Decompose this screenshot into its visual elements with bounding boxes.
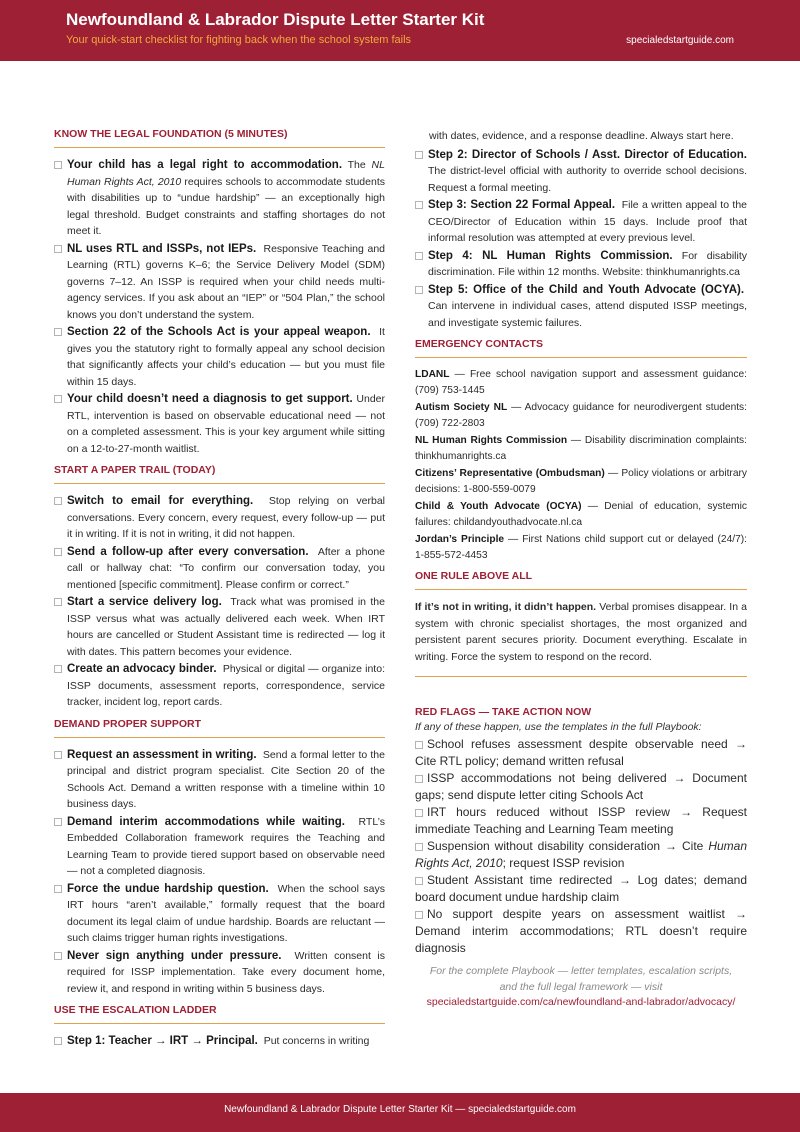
playbook-callout-text: For the complete Playbook — letter templates, escalation scripts, and the full legal framework — visit <box>429 965 733 993</box>
item-body: Can intervene in individual cases, attend disputed ISSP meetings, and investigate systemic failures. <box>428 300 747 329</box>
playbook-callout <box>415 964 747 1011</box>
red-flag-citation: Human Rights Act, 2010 <box>415 839 747 870</box>
checklist-item <box>415 147 747 197</box>
checkbox[interactable] <box>54 665 62 673</box>
contact-detail: — Free school navigation support and assessment guidance: (709) 753-1445 <box>415 369 747 396</box>
one-rule-text <box>415 599 747 677</box>
item-text <box>67 324 385 390</box>
checkbox[interactable] <box>415 843 423 851</box>
item-title: Your child has a legal right to accommodation. <box>67 159 343 171</box>
contact-detail: — Policy violations or arbitrary decisions: 1-800-559-0079 <box>415 468 747 495</box>
right-column <box>415 128 747 1011</box>
red-flag-text: Suspension without disability consideration → Cite <box>427 839 709 853</box>
checkbox[interactable] <box>415 877 423 885</box>
item-title: Step 2: Director of Schools / Asst. Director of Education. <box>428 148 747 161</box>
contact-name: LDANL <box>415 369 450 380</box>
section-heading-paper-trail: START A PAPER TRAIL (TODAY) <box>54 464 385 484</box>
checklist-item <box>54 493 385 543</box>
item-text <box>67 1033 385 1050</box>
item-body: It gives you the statutory right to formally appeal any school decision that significantly affects your child’s education — but you must file within 15 days. <box>67 326 385 388</box>
contact-name: NL Human Rights Commission <box>415 435 568 446</box>
contact-entry <box>415 499 747 530</box>
item-text <box>428 197 747 247</box>
demand-support-list <box>54 747 385 998</box>
checkbox[interactable] <box>415 252 423 260</box>
item-text <box>67 814 385 880</box>
checklist-item <box>54 391 385 457</box>
item-body: File a written appeal to the CEO/Director of Education within 15 days. Include proof that informal resolution was attempted at every previous level. <box>428 199 747 244</box>
item-text <box>67 241 385 324</box>
checklist-item <box>54 661 385 711</box>
red-flag-text: ; request ISSP revision <box>502 856 625 870</box>
item-title: Create an advocacy binder. <box>67 663 217 675</box>
item-title: Start a service delivery log. <box>67 596 222 608</box>
escalation-list <box>415 147 747 332</box>
header-site-link[interactable]: specialedstartguide.com <box>626 35 734 46</box>
checkbox[interactable] <box>54 245 62 253</box>
rule-body: Verbal promises disappear. In a system with chronic specialist shortages, the most organized and persistent parent secures priority. Document everything. Escalate in writing. Force the system to respond on the record. <box>415 601 748 663</box>
section-heading-one-rule: ONE RULE ABOVE ALL <box>415 570 747 590</box>
item-title: Step 4: NL Human Rights Commission. <box>428 249 673 262</box>
contacts-list <box>415 367 747 563</box>
checklist-item <box>415 248 747 281</box>
item-body: Responsive Teaching and Learning (RTL) governs K–6; the Service Delivery Model (SDM) governs 7–12. An ISSP is required when your child needs multi-agency services. If you ask about an “IEP” or “504 Plan,” the school knows you don’t understand the system. <box>67 242 385 321</box>
checkbox[interactable] <box>54 751 62 759</box>
item-body: Written consent is required for ISSP implementation. Take every document home, review it, and respond in writing within 5 business days. <box>67 949 386 995</box>
contact-name: Child & Youth Advocate (OCYA) <box>415 501 582 512</box>
left-column <box>54 128 385 1057</box>
item-title: Send a follow-up after every conversation. <box>67 545 309 558</box>
item-text <box>67 747 385 813</box>
red-flag-item <box>415 872 747 906</box>
checklist-item <box>415 282 747 332</box>
contact-name: Autism Society NL <box>415 402 508 413</box>
item-title: Force the undue hardship question. <box>67 882 269 895</box>
item-body: When the school says IRT hours “aren’t available,” formally request that the board document its legal claim of undue hardship. Boards are reluctant — such claims trigger human rights investigations. <box>67 882 385 944</box>
item-body: requires schools to accommodate students with disabilities up to “undue hardship” — an exceptionally high legal threshold. Budget constraints and staffing shortages do not meet it. <box>67 175 385 237</box>
item-title: Step 3: Section 22 Formal Appeal. <box>428 199 616 211</box>
item-text <box>67 881 385 947</box>
section-heading-escalation-ladder: USE THE ESCALATION LADDER <box>54 1004 385 1024</box>
checklist-item <box>54 881 385 947</box>
escalation-list-start <box>54 1033 385 1050</box>
section-heading-emergency-contacts: EMERGENCY CONTACTS <box>415 338 747 358</box>
checklist-item <box>54 747 385 813</box>
item-text <box>67 391 385 457</box>
item-title: Step 1: Teacher → IRT → Principal. <box>67 1035 258 1047</box>
section-heading-legal-foundation: KNOW THE LEGAL FOUNDATION (5 MINUTES) <box>54 128 385 148</box>
item-citation: NL Human Rights Act, 2010 <box>67 159 385 188</box>
playbook-link[interactable]: specialedstartguide.com/ca/newfoundland-and-labrador/advocacy/ <box>426 996 736 1008</box>
red-flag-item <box>415 770 747 804</box>
red-flag-item <box>415 838 747 872</box>
checkbox[interactable] <box>54 952 62 960</box>
checkbox[interactable] <box>54 161 62 169</box>
item-title: Never sign anything under pressure. <box>67 949 282 962</box>
checkbox[interactable] <box>54 885 62 893</box>
item-title: Demand interim accommodations while waiting. <box>67 815 345 828</box>
checkbox[interactable] <box>415 741 423 749</box>
red-flags-list <box>415 736 747 957</box>
red-flag-text: ISSP accommodations not being delivered → Document gaps; send dispute letter citing Schools Act <box>415 771 747 802</box>
item-body: After a phone call or hallway chat: “To confirm our conversation today, you mentioned [specific commitment]. Please confirm or correct.” <box>67 545 385 591</box>
item-body: Stop relying on verbal conversations. Every concern, every request, every follow-up — put it in writing. If it is not in writing, it did not happen. <box>67 495 385 540</box>
checklist-item <box>54 1033 385 1050</box>
section-heading-red-flags: RED FLAGS — TAKE ACTION NOW <box>415 706 592 718</box>
contact-entry <box>415 466 747 497</box>
contact-entry <box>415 433 747 464</box>
red-flag-text: School refuses assessment despite observable need → Cite RTL policy; demand written refusal <box>415 737 747 768</box>
paper-trail-list <box>54 493 385 711</box>
item-body: Under RTL, intervention is based on observable educational need — not on a completed assessment. This is your key argument while sitting on a 12-to-27-month waitlist. <box>67 393 386 455</box>
item-text <box>428 282 747 332</box>
escalation-step1-continued: with dates, evidence, and a response deadline. Always start here. <box>429 130 734 142</box>
checklist-item <box>415 197 747 247</box>
rule-title: If it’s not in writing, it didn’t happen. <box>415 601 597 613</box>
contact-detail: — Denial of education, systemic failures: childandyouthadvocate.nl.ca <box>415 501 747 528</box>
item-body: Put concerns in writing <box>263 1035 370 1047</box>
item-title: Your child doesn’t need a diagnosis to get support. <box>67 393 353 405</box>
checklist-item <box>54 948 385 998</box>
contact-entry <box>415 400 747 431</box>
red-flags-subheading: If any of these happen, use the templates in the full Playbook: <box>415 721 702 733</box>
checkbox[interactable] <box>54 598 62 606</box>
item-title: Switch to email for everything. <box>67 495 254 507</box>
item-body: Send a formal letter to the principal and district program specialist. Cite Section 20 of the Schools Act. Demand a written response with a timeline within 10 business days. <box>67 748 385 810</box>
contact-name: Citizens’ Representative (Ombudsman) <box>415 468 605 479</box>
item-body: For disability discrimination. File within 12 months. Website: thinkhumanrights.ca <box>428 249 748 278</box>
item-body: Physical or digital — organize into: ISSP documents, assessment reports, correspondence, service tracker, incident log, report cards. <box>67 663 385 708</box>
item-title: Request an assessment in writing. <box>67 748 257 761</box>
legal-foundation-list <box>54 157 385 457</box>
checkbox[interactable] <box>54 497 62 505</box>
checklist-item <box>54 544 385 594</box>
red-flag-text: No support despite years on assessment waitlist → Demand interim accommodations; RTL doesn’t require diagnosis <box>415 907 747 955</box>
checkbox[interactable] <box>415 151 423 159</box>
checklist-item <box>54 814 385 880</box>
contact-name: Jordan’s Principle <box>415 534 505 545</box>
checklist-item <box>54 324 385 390</box>
checkbox[interactable] <box>415 775 423 783</box>
item-body: Track what was promised in the ISSP versus what was actually delivered each week. When IRT hours are cancelled or Student Assistant time is redirected — log it with dates. This pattern becomes your evidence. <box>67 596 385 658</box>
item-title: NL uses RTL and ISSPs, not IEPs. <box>67 242 257 255</box>
page-footer: Newfoundland & Labrador Dispute Letter Starter Kit — specialedstartguide.com <box>0 1093 800 1132</box>
page-title: Newfoundland & Labrador Dispute Letter Starter Kit <box>66 10 485 29</box>
contact-detail: — Advocacy guidance for neurodivergent students: (709) 722-2803 <box>415 402 747 429</box>
contact-detail: — Disability discrimination complaints: thinkhumanrights.ca <box>415 435 747 462</box>
page-subtitle: Your quick-start checklist for fighting back when the school system fails <box>66 34 412 46</box>
item-body: The district-level official with authority to override school decisions. Request a formal meeting. <box>428 165 747 194</box>
item-title: Step 5: Office of the Child and Youth Advocate (OCYA). <box>428 283 745 296</box>
section-heading-demand-support: DEMAND PROPER SUPPORT <box>54 718 385 738</box>
item-text <box>67 157 385 240</box>
checkbox[interactable] <box>415 286 423 294</box>
item-text <box>67 493 385 543</box>
checkbox[interactable] <box>54 1037 62 1045</box>
red-flag-item <box>415 804 747 838</box>
item-text <box>428 147 747 197</box>
item-text <box>67 661 385 711</box>
contact-entry <box>415 367 747 398</box>
item-text <box>67 544 385 594</box>
page-header <box>0 0 800 61</box>
red-flag-text: Student Assistant time redirected → Log dates; demand board document undue hardship claim <box>415 873 747 904</box>
item-title: Section 22 of the Schools Act is your appeal weapon. <box>67 326 371 338</box>
checkbox[interactable] <box>54 548 62 556</box>
item-text <box>428 248 747 281</box>
checkbox[interactable] <box>415 911 423 919</box>
checkbox[interactable] <box>415 201 423 209</box>
item-text <box>67 594 385 660</box>
checklist-item <box>54 241 385 324</box>
checklist-item <box>54 157 385 240</box>
item-body: RTL’s Embedded Collaboration framework requires the Teaching and Learning Team to provide tiered support based on observable need — not a completed diagnosis. <box>67 815 385 877</box>
red-flag-text: IRT hours reduced without ISSP review → Request immediate Teaching and Learning Team meeting <box>415 805 747 836</box>
checkbox[interactable] <box>54 818 62 826</box>
item-body: The <box>347 159 372 171</box>
checkbox[interactable] <box>54 328 62 336</box>
item-text <box>67 948 385 998</box>
contact-detail: — First Nations child support cut or delayed (24/7): 1-855-572-4453 <box>415 534 747 561</box>
checkbox[interactable] <box>54 395 62 403</box>
red-flag-item <box>415 736 747 770</box>
checkbox[interactable] <box>415 809 423 817</box>
checklist-item <box>54 594 385 660</box>
contact-entry <box>415 532 747 563</box>
red-flag-item <box>415 906 747 957</box>
